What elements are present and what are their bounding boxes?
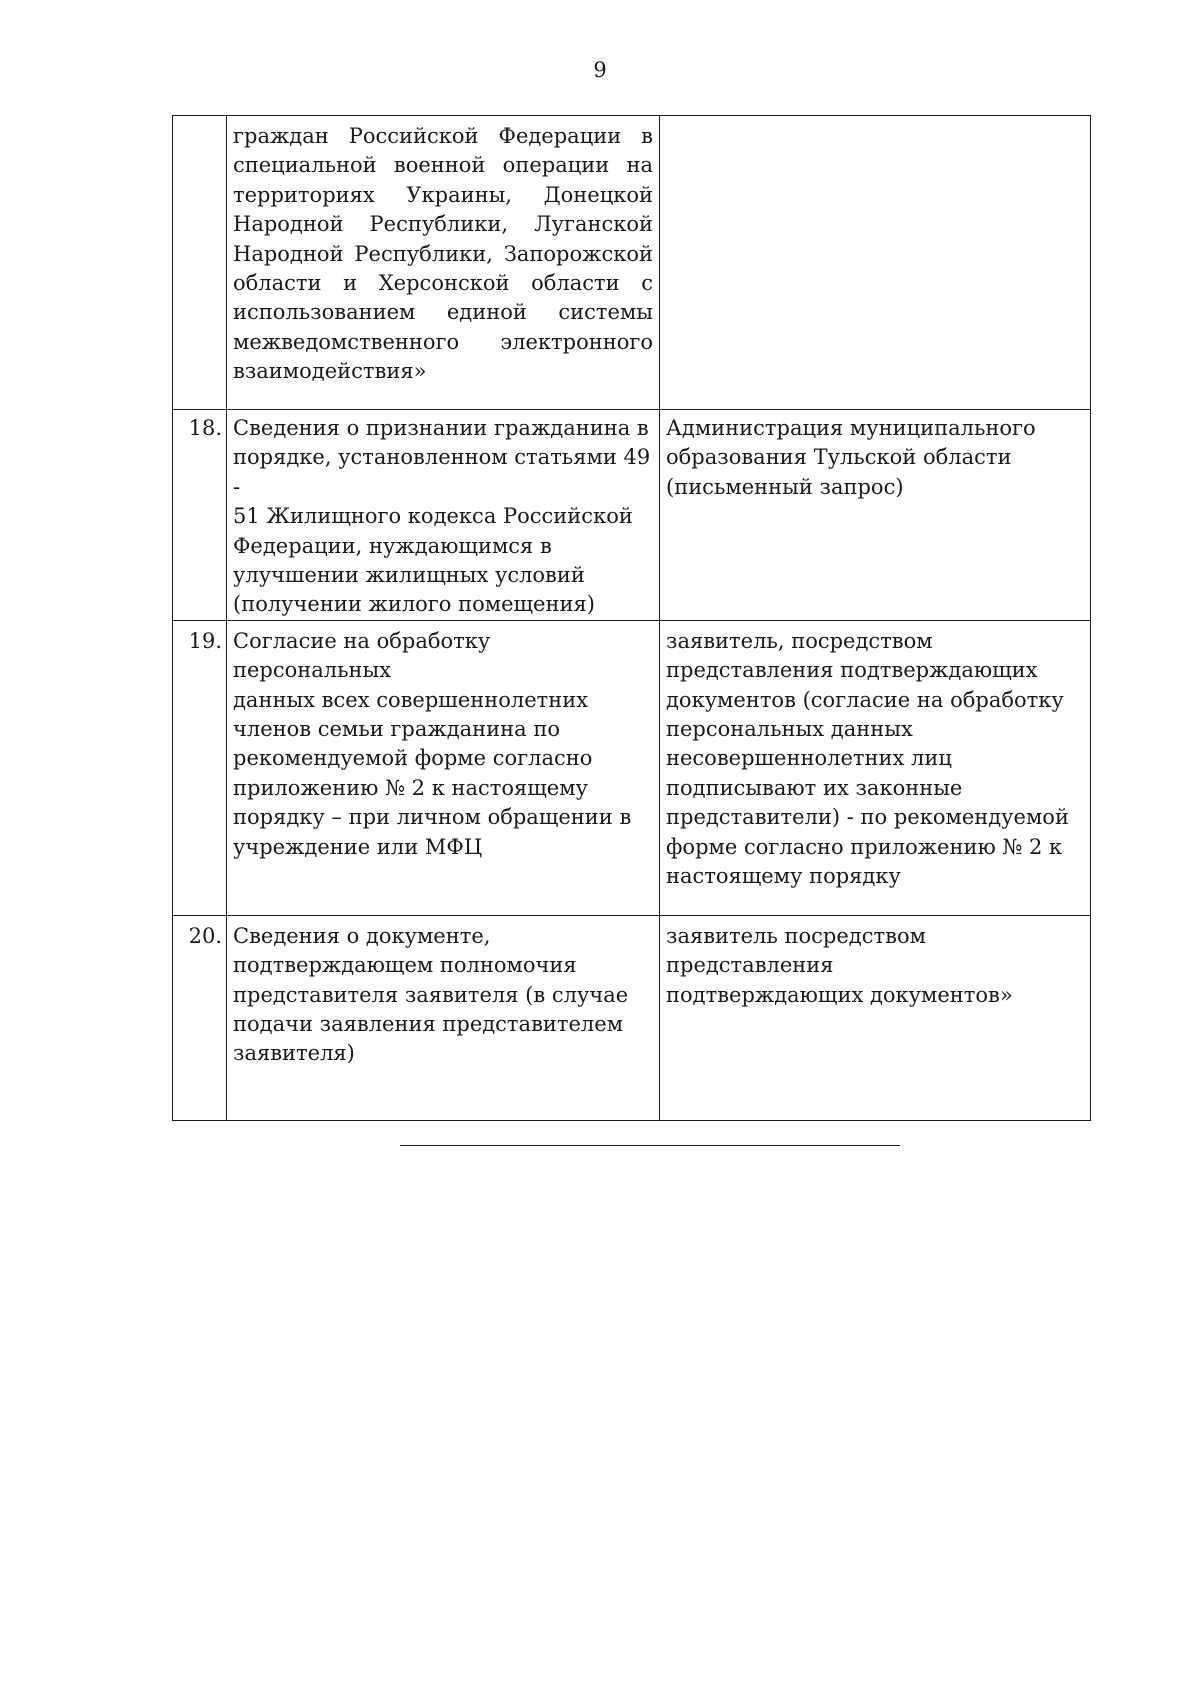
table-row-20 xyxy=(173,915,1091,1120)
row-number: 18. xyxy=(173,410,227,621)
row-source: заявитель, посредством представления подтверждающих документов (согласие на обработку персональных данных несовершеннолетних лиц подписывают их законные представители) - по рекомендуемой форме согласно приложению № 2 к настоящему порядку xyxy=(660,620,1091,915)
text-line: специальной военной операции на xyxy=(233,153,653,178)
table-row-19 xyxy=(173,620,1091,915)
text-line: граждан Российской Федерации в xyxy=(233,124,653,148)
row-source: Администрация муниципального образования Тульской области (письменный запрос) xyxy=(660,410,1091,621)
row-number: 20. xyxy=(173,915,227,1120)
row-information: Согласие на обработку персональных данных всех совершеннолетних членов семьи гражданина по рекомендуемой форме согласно приложению № 2 к настоящему порядку – при личном обращении в учреждение или МФЦ xyxy=(227,620,660,915)
row-number: 19. xyxy=(173,620,227,915)
text-line: Народной Республики, Луганской xyxy=(233,212,653,237)
row-information: Сведения о документе, подтверждающем полномочия представителя заявителя (в случае подачи заявления представителем заявителя) xyxy=(227,915,660,1120)
text-line: территориях Украины, Донецкой xyxy=(233,182,653,207)
text-line: межведомственного электронного xyxy=(233,329,653,354)
documents-table xyxy=(172,115,1091,1121)
row-information xyxy=(227,116,660,410)
text-line: области и Херсонской области с xyxy=(233,271,653,296)
end-of-document-rule xyxy=(400,1145,900,1146)
table-row-18 xyxy=(173,410,1091,621)
row-source xyxy=(660,116,1091,410)
row-number xyxy=(173,116,227,410)
page-number: 9 xyxy=(593,58,607,82)
table-row-continuation xyxy=(173,116,1091,410)
text-line: использованием единой системы xyxy=(233,300,653,325)
row-information: Сведения о признании гражданина в порядке, установленном статьями 49 - 51 Жилищного кодекса Российской Федерации, нуждающимся в улучшении жилищных условий (получении жилого помещения) xyxy=(227,410,660,621)
text-line: Народной Республики, Запорожской xyxy=(233,241,653,266)
row-source: заявитель посредством представления подтверждающих документов» xyxy=(660,915,1091,1120)
text-line: взаимодействия» xyxy=(233,359,427,384)
